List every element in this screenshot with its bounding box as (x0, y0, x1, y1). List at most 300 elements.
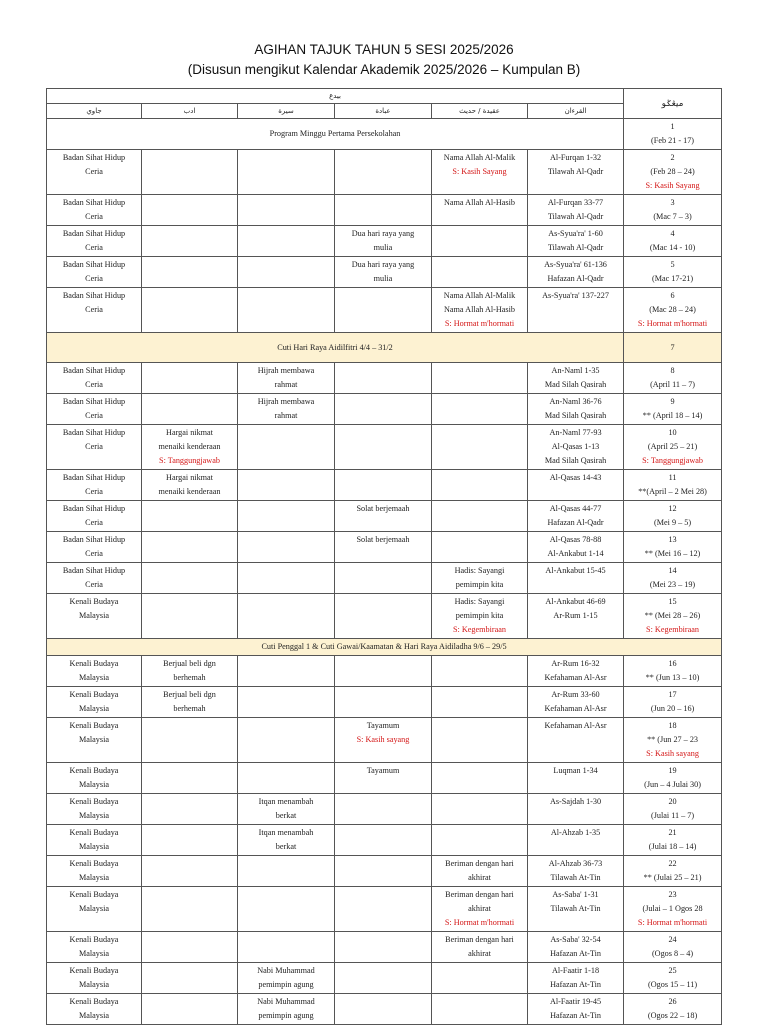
cell-line: Luqman 1-34 (553, 766, 598, 775)
table-row (47, 639, 722, 656)
cell-quran (528, 563, 624, 594)
cell-sirah (238, 288, 335, 333)
minggu-cell (624, 226, 722, 257)
cell-adab (142, 501, 238, 532)
cell-line: Malaysia (78, 735, 109, 744)
value-note: S: Tanggungjawab (642, 456, 703, 465)
cell-line: Hadis: Sayangi (454, 566, 505, 575)
cell-akidah-hadis (432, 501, 528, 532)
table-row (47, 119, 722, 150)
cell-line: Al-Ahzab 36-73 (548, 859, 603, 868)
cell-ibadah (335, 825, 432, 856)
cell-jawi (47, 856, 142, 887)
schedule-body (47, 119, 722, 1025)
cell-line: Itqan menambah (258, 797, 314, 806)
week-number: 21 (668, 828, 677, 837)
cell-line: Al-Qasas 1-13 (551, 442, 600, 451)
cell-quran (528, 532, 624, 563)
cell-ibadah (335, 501, 432, 532)
cell-line: akhirat (468, 904, 491, 913)
cell-jawi (47, 594, 142, 639)
week-number: 12 (668, 504, 677, 513)
cell-line: Badan Sihat Hidup (62, 198, 126, 207)
cell-sirah (238, 656, 335, 687)
cell-adab (142, 825, 238, 856)
cell-quran (528, 656, 624, 687)
cell-line: Badan Sihat Hidup (62, 566, 126, 575)
week-dates: ** (Jun 13 – 10) (645, 673, 700, 682)
cell-adab (142, 470, 238, 501)
cell-akidah-hadis (432, 963, 528, 994)
value-note: S: Kegembiraan (646, 625, 700, 634)
cell-adab (142, 794, 238, 825)
week-number: 8 (670, 366, 675, 375)
cell-line: Kenali Budaya (69, 935, 119, 944)
week-dates: S: Kasih sayang (646, 749, 699, 758)
week-number: 25 (668, 966, 677, 975)
cell-akidah-hadis (432, 532, 528, 563)
cell-line: Hijrah membawa (257, 397, 315, 406)
cell-line: Kefahaman Al-Asr (544, 673, 607, 682)
cell-quran (528, 718, 624, 763)
minggu-cell (624, 994, 722, 1025)
table-row (47, 794, 722, 825)
cell-quran (528, 763, 624, 794)
document-title: AGIHAN TAJUK TAHUN 5 SESI 2025/2026 (254, 42, 514, 57)
cell-line: Kenali Budaya (69, 966, 119, 975)
table-row (47, 718, 722, 763)
cell-line: Nabi Muhammad (257, 966, 315, 975)
cell-ibadah (335, 794, 432, 825)
cell-line: Badan Sihat Hidup (62, 260, 126, 269)
col-header-akidah-hadis: عقيدة / حديث (432, 104, 528, 119)
cell-ibadah (335, 257, 432, 288)
holiday-banner: Cuti Hari Raya Aidilfitri 4/4 – 31/2 (47, 333, 624, 363)
cell-ibadah (335, 994, 432, 1025)
cell-line: Mad Silah Qasirah (544, 456, 607, 465)
cell-adab (142, 594, 238, 639)
cell-ibadah (335, 470, 432, 501)
cell-quran (528, 963, 624, 994)
week-dates: (April 11 – 7) (650, 380, 696, 389)
table-row (47, 501, 722, 532)
cell-jawi (47, 150, 142, 195)
cell-line: Kenali Budaya (69, 797, 119, 806)
cell-line: As-Sajdah 1-30 (549, 797, 602, 806)
value-note: S: Tanggungjawab (159, 456, 220, 465)
cell-ibadah (335, 887, 432, 932)
cell-line: Ceria (85, 580, 103, 589)
cell-line: Malaysia (78, 904, 109, 913)
cell-quran (528, 425, 624, 470)
cell-quran (528, 257, 624, 288)
week-dates: (Mac 14 - 10) (649, 243, 696, 252)
week-dates: (Jun 20 – 16) (650, 704, 695, 713)
week-number: 20 (668, 797, 677, 806)
cell-akidah-hadis (432, 195, 528, 226)
cell-akidah-hadis (432, 470, 528, 501)
cell-line: Ceria (85, 305, 103, 314)
minggu-cell (624, 856, 722, 887)
week-number: 16 (668, 659, 677, 668)
cell-line: Malaysia (78, 949, 109, 958)
cell-line: Ar-Rum 33-60 (551, 690, 600, 699)
table-row (47, 594, 722, 639)
cell-line: rahmat (274, 411, 298, 420)
cell-line: Badan Sihat Hidup (62, 473, 126, 482)
minggu-cell (624, 932, 722, 963)
cell-adab (142, 257, 238, 288)
minggu-cell (624, 763, 722, 794)
cell-line: Beriman dengan hari (445, 935, 514, 944)
week-dates: (Jun – 4 Julai 30) (644, 780, 701, 789)
cell-line: pemimpin kita (455, 611, 504, 620)
cell-line: pemimpin kita (455, 580, 504, 589)
minggu-cell (624, 656, 722, 687)
cell-line: Ceria (85, 518, 103, 527)
cell-line: Nabi Muhammad (257, 997, 315, 1006)
week-dates: (Mac 17-21) (651, 274, 694, 283)
cell-line: Kenali Budaya (69, 859, 119, 868)
value-note: S: Hormat m'hormati (444, 319, 515, 328)
cell-line: Nama Allah Al-Hasib (444, 305, 515, 314)
cell-line: Solat berjemaah (356, 535, 410, 544)
cell-ibadah (335, 195, 432, 226)
cell-jawi (47, 288, 142, 333)
cell-ibadah (335, 656, 432, 687)
cell-line: Kenali Budaya (69, 690, 119, 699)
cell-quran (528, 932, 624, 963)
cell-jawi (47, 656, 142, 687)
cell-sirah (238, 425, 335, 470)
week-dates: **(April – 2 Mei 28) (638, 487, 707, 496)
cell-akidah-hadis (432, 656, 528, 687)
cell-line: Badan Sihat Hidup (62, 535, 126, 544)
week-dates: (Ogos 15 – 11) (648, 980, 698, 989)
cell-line: mulia (373, 243, 393, 252)
cell-jawi (47, 825, 142, 856)
cell-ibadah (335, 394, 432, 425)
cell-sirah (238, 501, 335, 532)
cell-line: Badan Sihat Hidup (62, 153, 126, 162)
cell-quran (528, 687, 624, 718)
cell-line: Malaysia (78, 673, 109, 682)
minggu-cell (624, 825, 722, 856)
cell-adab (142, 763, 238, 794)
cell-adab (142, 994, 238, 1025)
cell-line: berkat (275, 842, 297, 851)
col-header-ibadah: عبادة (335, 104, 432, 119)
minggu-cell (624, 288, 722, 333)
cell-line: Kenali Budaya (69, 659, 119, 668)
cell-line: Beriman dengan hari (445, 890, 514, 899)
minggu-cell (624, 363, 722, 394)
cell-line: Dua hari raya yang (351, 260, 415, 269)
cell-line: Malaysia (78, 811, 109, 820)
cell-line: akhirat (468, 873, 491, 882)
cell-line: Badan Sihat Hidup (62, 229, 126, 238)
cell-line: Ceria (85, 487, 103, 496)
cell-line: Malaysia (78, 873, 109, 882)
cell-line: Tilawah Al-Qadr (547, 212, 604, 221)
cell-line: Ceria (85, 380, 103, 389)
cell-line: Ceria (85, 243, 103, 252)
cell-akidah-hadis (432, 825, 528, 856)
week-dates: ** (Mei 28 – 26) (644, 611, 701, 620)
cell-line: An-Naml 77-93 (549, 428, 602, 437)
cell-line: Hafazan Al-Qadr (547, 518, 604, 527)
cell-akidah-hadis (432, 363, 528, 394)
cell-line: Tilawah Al-Qadr (547, 167, 604, 176)
cell-line: Itqan menambah (258, 828, 314, 837)
cell-line: rahmat (274, 380, 298, 389)
minggu-cell (624, 257, 722, 288)
cell-line: berkat (275, 811, 297, 820)
cell-quran (528, 594, 624, 639)
cell-ibadah (335, 594, 432, 639)
week-number: 4 (670, 229, 675, 238)
table-row (47, 932, 722, 963)
cell-line: Al-Ankabut 15-45 (545, 566, 606, 575)
week-number: 23 (668, 890, 677, 899)
cell-line: Malaysia (78, 704, 109, 713)
cell-sirah (238, 718, 335, 763)
week-dates: ** (Julai 25 – 21) (643, 873, 702, 882)
cell-quran (528, 887, 624, 932)
week-number: 2 (670, 153, 675, 162)
table-row (47, 195, 722, 226)
cell-akidah-hadis (432, 887, 528, 932)
cell-akidah-hadis (432, 594, 528, 639)
cell-line: Ceria (85, 212, 103, 221)
cell-line: Hadis: Sayangi (454, 597, 505, 606)
cell-akidah-hadis (432, 563, 528, 594)
minggu-cell (624, 718, 722, 763)
cell-line: Kenali Budaya (69, 721, 119, 730)
cell-sirah (238, 594, 335, 639)
cell-line: menaiki kenderaan (158, 487, 221, 496)
week-dates: ** (Mei 16 – 12) (644, 549, 701, 558)
cell-adab (142, 150, 238, 195)
cell-adab (142, 963, 238, 994)
cell-ibadah (335, 856, 432, 887)
cell-line: berhemah (173, 673, 206, 682)
table-row (47, 532, 722, 563)
cell-line: Tilawah Al-Qadr (547, 243, 604, 252)
value-note: S: Kegembiraan (453, 625, 506, 634)
cell-adab (142, 425, 238, 470)
cell-akidah-hadis (432, 718, 528, 763)
week-dates: (Julai – 1 Ogos 28 (642, 904, 703, 913)
cell-line: Nama Allah Al-Hasib (444, 198, 515, 207)
cell-akidah-hadis (432, 763, 528, 794)
cell-akidah-hadis (432, 226, 528, 257)
week-number: 1 (670, 122, 675, 131)
cell-line: An-Naml 36-76 (549, 397, 602, 406)
week-dates: ** (Jun 27 – 23 (647, 735, 699, 744)
cell-line: Badan Sihat Hidup (62, 504, 126, 513)
cell-line: Hafazan At-Tin (550, 949, 601, 958)
minggu-cell (624, 887, 722, 932)
col-header-adab: ادب (142, 104, 238, 119)
table-row (47, 425, 722, 470)
cell-quran (528, 226, 624, 257)
cell-quran (528, 794, 624, 825)
value-note: S: Hormat m'hormati (637, 918, 708, 927)
cell-quran (528, 394, 624, 425)
cell-line: Badan Sihat Hidup (62, 428, 126, 437)
cell-akidah-hadis (432, 932, 528, 963)
cell-adab (142, 856, 238, 887)
cell-adab (142, 363, 238, 394)
cell-quran (528, 288, 624, 333)
week-number: 3 (670, 198, 675, 207)
cell-line: Ceria (85, 274, 103, 283)
week-dates: (Feb 21 - 17) (651, 136, 695, 145)
cell-sirah (238, 257, 335, 288)
cell-ibadah (335, 150, 432, 195)
cell-sirah (238, 825, 335, 856)
week-dates: (Ogos 22 – 18) (647, 1011, 698, 1020)
cell-line: Kefahaman Al-Asr (544, 721, 607, 730)
cell-ibadah (335, 763, 432, 794)
minggu-cell (624, 501, 722, 532)
cell-sirah (238, 963, 335, 994)
cell-ibadah (335, 363, 432, 394)
cell-quran (528, 150, 624, 195)
week-number: 6 (670, 291, 675, 300)
cell-line: Tilawah At-Tin (550, 904, 601, 913)
week-dates: (Mac 28 – 24) (649, 305, 696, 314)
cell-adab (142, 226, 238, 257)
table-row (47, 825, 722, 856)
cell-line: Malaysia (78, 780, 109, 789)
minggu-cell (624, 563, 722, 594)
cell-jawi (47, 501, 142, 532)
cell-sirah (238, 394, 335, 425)
week-number: 19 (668, 766, 677, 775)
cell-line: Ceria (85, 442, 103, 451)
cell-line: Kefahaman Al-Asr (544, 704, 607, 713)
cell-line: Hafazan At-Tin (550, 1011, 601, 1020)
cell-ibadah (335, 288, 432, 333)
minggu-cell (624, 687, 722, 718)
week-dates: (Ogos 8 – 4) (651, 949, 694, 958)
cell-sirah (238, 563, 335, 594)
cell-sirah (238, 226, 335, 257)
cell-line: Badan Sihat Hidup (62, 366, 126, 375)
week-dates: (Mei 9 – 5) (654, 518, 692, 527)
cell-jawi (47, 532, 142, 563)
cell-line: Solat berjemaah (356, 504, 410, 513)
cell-jawi (47, 563, 142, 594)
cell-ibadah (335, 932, 432, 963)
cell-quran (528, 501, 624, 532)
cell-sirah (238, 195, 335, 226)
group-header: بيدع (47, 89, 624, 104)
cell-line: pemimpin agung (258, 980, 314, 989)
minggu-cell (624, 394, 722, 425)
cell-sirah (238, 887, 335, 932)
cell-line: Al-Furqan 1-32 (549, 153, 602, 162)
minggu-cell (624, 119, 722, 150)
cell-ibadah (335, 425, 432, 470)
cell-jawi (47, 794, 142, 825)
cell-jawi (47, 363, 142, 394)
minggu-cell (624, 150, 722, 195)
cell-line: Ar-Rum 1-15 (553, 611, 598, 620)
col-header-sirah: سيرة (238, 104, 335, 119)
cell-line: Malaysia (78, 842, 109, 851)
cell-jawi (47, 994, 142, 1025)
cell-ibadah (335, 718, 432, 763)
minggu-cell (624, 425, 722, 470)
cell-line: Kenali Budaya (69, 828, 119, 837)
cell-adab (142, 532, 238, 563)
week-dates: ** (April 18 – 14) (642, 411, 703, 420)
cell-ibadah (335, 563, 432, 594)
week-number: 18 (668, 721, 677, 730)
table-row (47, 763, 722, 794)
week-number: 9 (670, 397, 675, 406)
table-row (47, 288, 722, 333)
cell-jawi (47, 195, 142, 226)
program-cell: Program Minggu Pertama Persekolahan (47, 119, 624, 150)
week-dates: (April 25 – 21) (647, 442, 698, 451)
table-row (47, 687, 722, 718)
cell-line: Dua hari raya yang (351, 229, 415, 238)
cell-quran (528, 994, 624, 1025)
table-row (47, 563, 722, 594)
cell-line: Badan Sihat Hidup (62, 397, 126, 406)
cell-line: Tilawah At-Tin (550, 873, 601, 882)
cell-line: Mad Silah Qasirah (544, 380, 607, 389)
cell-line: Al-Qasas 14-43 (549, 473, 602, 482)
table-row (47, 656, 722, 687)
col-header-quran: القرءان (528, 104, 624, 119)
cell-line: Al-Ankabut 1-14 (547, 549, 604, 558)
cell-line: As-Syua'ra' 1-60 (548, 229, 603, 238)
cell-line: Badan Sihat Hidup (62, 291, 126, 300)
week-number: 22 (668, 859, 677, 868)
cell-line: Al-Qasas 78-88 (549, 535, 602, 544)
col-header-jawi: جاوي (47, 104, 142, 119)
cell-line: Ceria (85, 411, 103, 420)
cell-line: Nama Allah Al-Malik (443, 153, 516, 162)
cell-akidah-hadis (432, 794, 528, 825)
cell-akidah-hadis (432, 394, 528, 425)
value-note: S: Kasih Sayang (452, 167, 507, 176)
cell-jawi (47, 257, 142, 288)
cell-line: Tayamum (366, 766, 400, 775)
cell-line: Hargai nikmat (166, 428, 213, 437)
cell-sirah (238, 150, 335, 195)
cell-line: Berjual beli dgn (163, 690, 216, 699)
cell-jawi (47, 687, 142, 718)
cell-line: Tayamum (366, 721, 400, 730)
cell-line: Kenali Budaya (69, 997, 119, 1006)
cell-quran (528, 470, 624, 501)
cell-line: Kenali Budaya (69, 890, 119, 899)
cell-adab (142, 932, 238, 963)
cell-line: Ar-Rum 16-32 (551, 659, 600, 668)
cell-line: Berjual beli dgn (163, 659, 216, 668)
cell-line: Al-Ankabut 46-69 (545, 597, 606, 606)
cell-quran (528, 856, 624, 887)
cell-line: Ceria (85, 167, 103, 176)
cell-line: Al-Faatir 1-18 (551, 966, 600, 975)
week-dates: (Julai 18 – 14) (648, 842, 697, 851)
